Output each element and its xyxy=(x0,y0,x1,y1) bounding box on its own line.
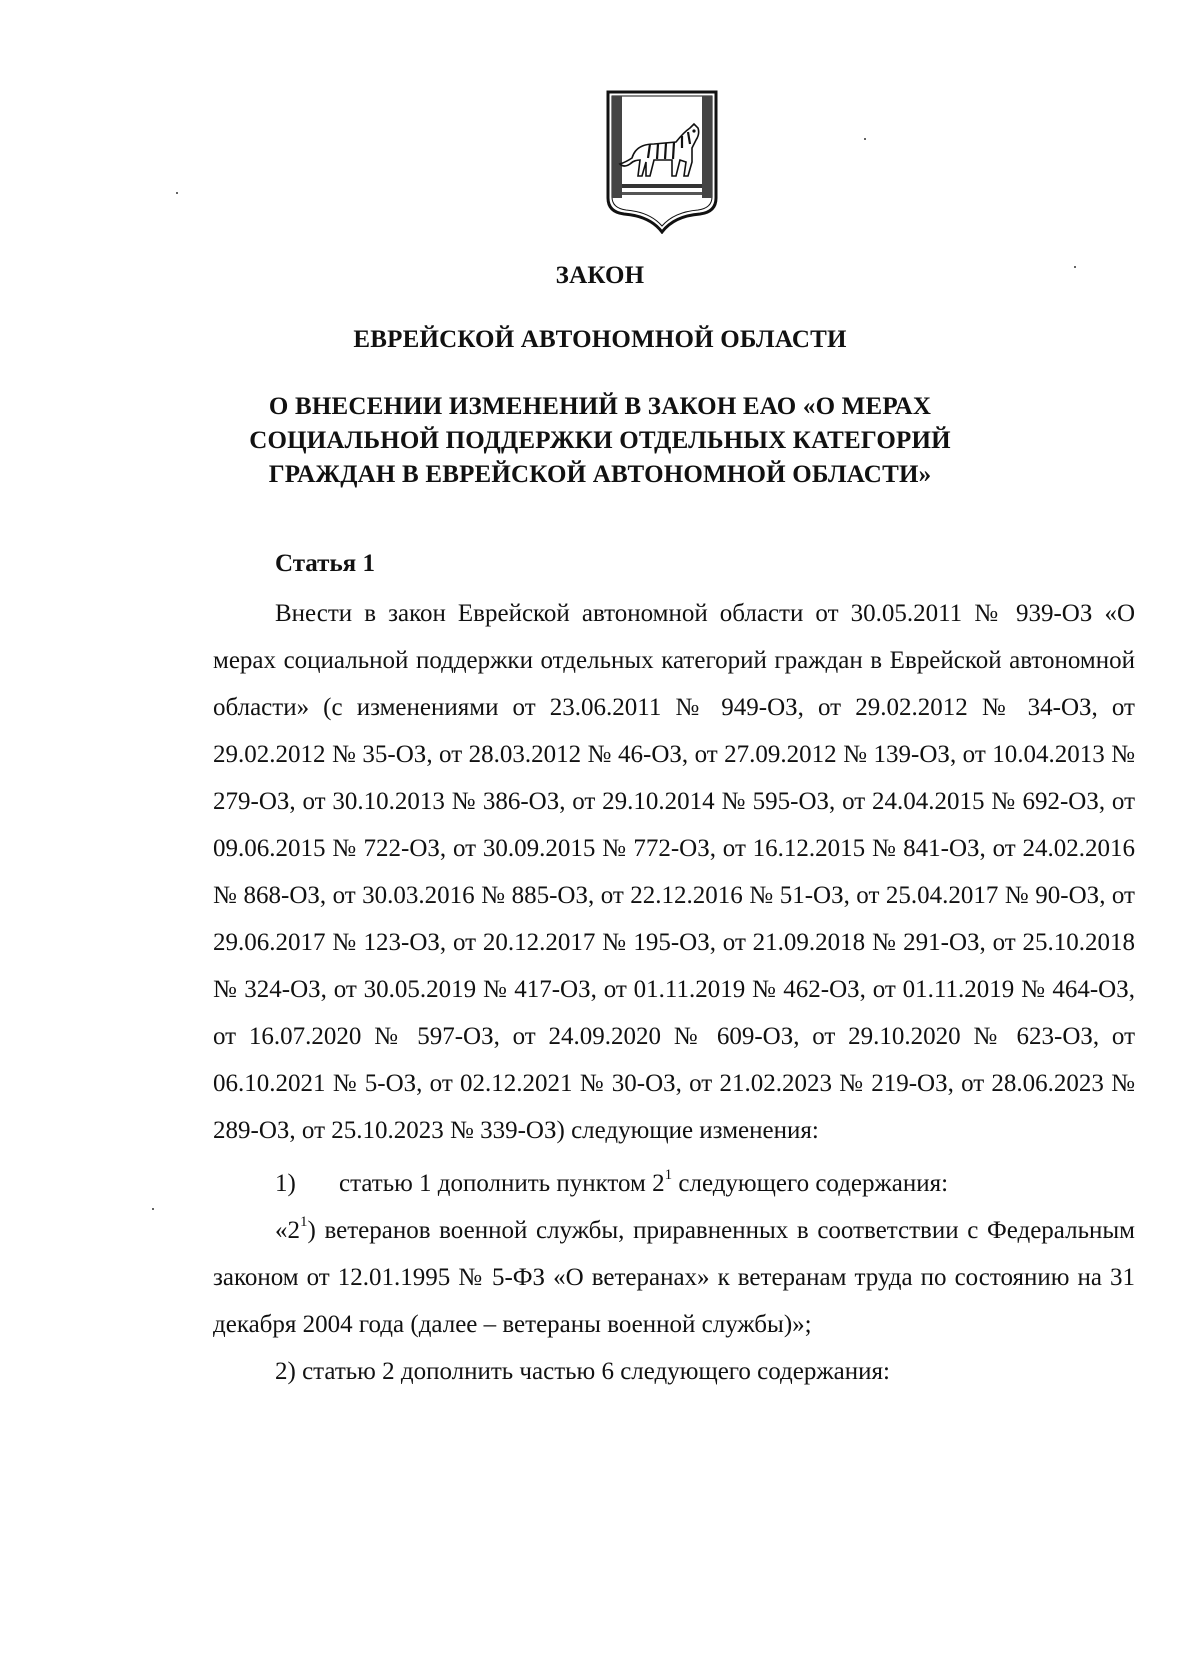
item-1-text-end: следующего содержания: xyxy=(672,1170,949,1197)
scan-speck xyxy=(152,1208,154,1210)
list-item-1 xyxy=(213,1160,1135,1207)
list-item-2: 2) статью 2 дополнить частью 6 следующего содержания: xyxy=(275,1358,890,1385)
subject-line-2: СОЦИАЛЬНОЙ ПОДДЕРЖКИ ОТДЕЛЬНЫХ КАТЕГОРИЙ xyxy=(249,427,951,454)
item-1-superscript: 1 xyxy=(664,1166,673,1183)
quote-superscript: 1 xyxy=(300,1213,308,1230)
scan-speck xyxy=(1074,266,1076,268)
coat-of-arms-icon xyxy=(602,86,722,234)
document-type-title: ЗАКОН xyxy=(555,262,645,289)
region-title: ЕВРЕЙСКОЙ АВТОНОМНОЙ ОБЛАСТИ xyxy=(353,326,847,353)
quoted-paragraph xyxy=(213,1207,1135,1348)
scan-speck xyxy=(176,192,178,194)
law-subject-title xyxy=(0,390,1200,492)
article-body xyxy=(213,590,1135,1395)
item-1-text: статью 1 дополнить пунктом 2 xyxy=(339,1170,665,1197)
subject-line-1: О ВНЕСЕНИИ ИЗМЕНЕНИЙ В ЗАКОН ЕАО «О МЕРАХ xyxy=(268,393,932,420)
item-1-number: 1) xyxy=(275,1170,296,1197)
scan-speck xyxy=(864,138,866,140)
subject-line-3: ГРАЖДАН В ЕВРЕЙСКОЙ АВТОНОМНОЙ ОБЛАСТИ» xyxy=(268,461,932,488)
quote-text: ) ветеранов военной службы, приравненных в соответствии с Федеральным законом от 12.01.1995 № 5-ФЗ «О ветеранах» к ветеранам труда по состоянию на 31 декабря 2004 года (далее – ветераны военной службы)»; xyxy=(213,1217,1135,1338)
quote-open: «2 xyxy=(275,1217,300,1244)
article-heading: Статья 1 xyxy=(275,550,375,577)
intro-paragraph: Внести в закон Еврейской автономной области от 30.05.2011 № 939-ОЗ «О мерах социальной поддержки отдельных категорий граждан в Еврейской автономной области» (с изменениями от 23.06.2011 № 949-ОЗ, от 29.02.2012 № 34-ОЗ, от 29.02.2012 № 35-ОЗ, от 28.03.2012 № 46-ОЗ, от 27.09.2012 № 139-ОЗ, от 10.04.2013 № 279-ОЗ, от 30.10.2013 № 386-ОЗ, от 29.10.2014 № 595-ОЗ, от 24.04.2015 № 692-ОЗ, от 09.06.2015 № 722-ОЗ, от 30.09.2015 № 772-ОЗ, от 16.12.2015 № 841-ОЗ, от 24.02.2016 № 868-ОЗ, от 30.03.2016 № 885-ОЗ, от 22.12.2016 № 51-ОЗ, от 25.04.2017 № 90-ОЗ, от 29.06.2017 № 123-ОЗ, от 20.12.2017 № 195-ОЗ, от 21.09.2018 № 291-ОЗ, от 25.10.2018 № 324-ОЗ, от 30.05.2019 № 417-ОЗ, от 01.11.2019 № 462-ОЗ, от 01.11.2019 № 464-ОЗ, от 16.07.2020 № 597-ОЗ, от 24.09.2020 № 609-ОЗ, от 29.10.2020 № 623-ОЗ, от 06.10.2021 № 5-ОЗ, от 02.12.2021 № 30-ОЗ, от 21.02.2023 № 219-ОЗ, от 28.06.2023 № 289-ОЗ, от 25.10.2023 № 339-ОЗ) следующие изменения: xyxy=(213,600,1135,1144)
